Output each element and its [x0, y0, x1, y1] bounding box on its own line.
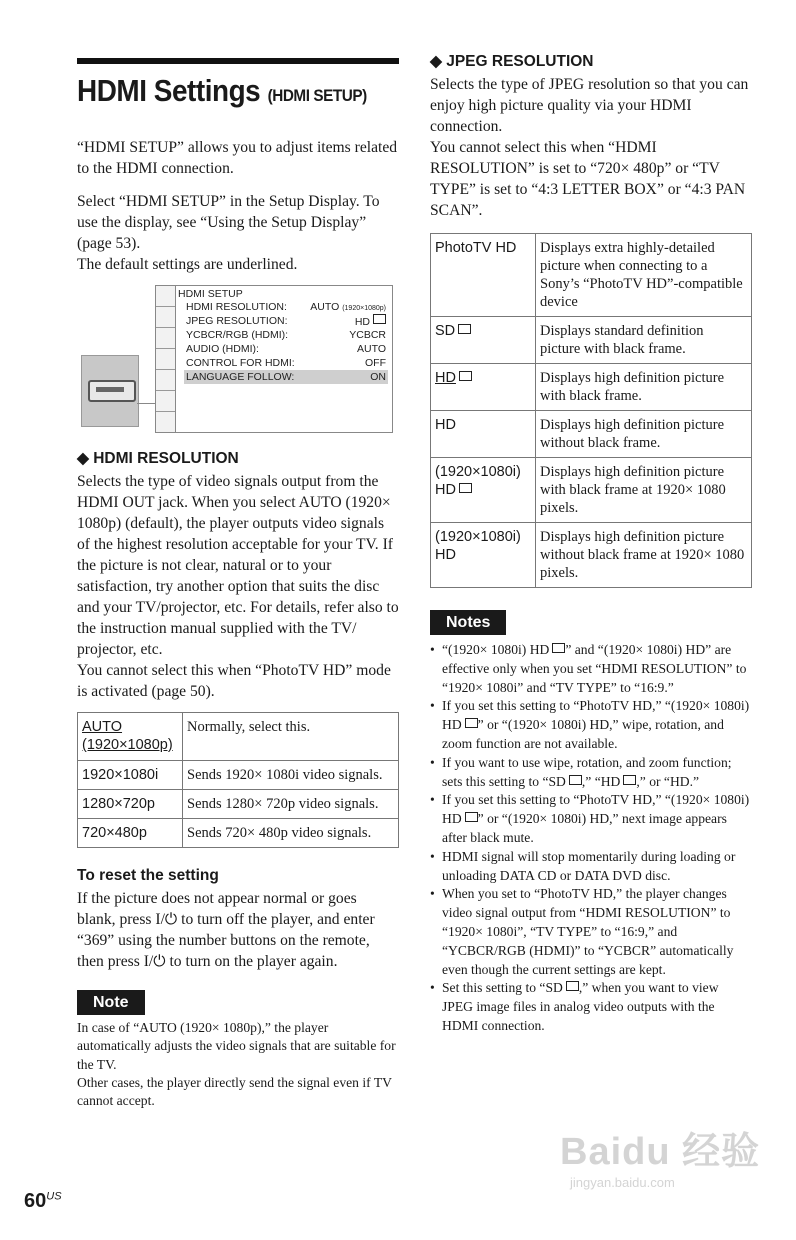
table-desc: Sends 720× 480p video signals.	[183, 819, 399, 848]
list-item: • If you want to use wipe, rotation, and zoom function; sets this setting to “SD ,” “HD ,” or “HD.”	[430, 754, 752, 792]
table-key: AUTO (1920×1080p)	[78, 713, 183, 761]
table-row	[431, 364, 752, 411]
title-rule	[77, 58, 399, 64]
hdmi-setup-icon	[81, 355, 139, 427]
setup-screen	[175, 285, 393, 433]
table-row	[78, 790, 399, 819]
reset-heading: To reset the setting	[77, 867, 219, 884]
left-column	[77, 58, 399, 1110]
table-desc: Sends 1280× 720p video signals.	[183, 790, 399, 819]
table-key: PhotoTV HD	[431, 234, 536, 317]
list-item: • Set this setting to “SD ,” when you want to view JPEG image files in analog video outputs with the HDMI connection.	[430, 979, 752, 1035]
table-key: SD	[431, 317, 536, 364]
jpeg-resolution-p1: Selects the type of JPEG resolution so that you can enjoy high picture quality via your HDMI connection.	[430, 76, 749, 135]
note-p2: Other cases, the player directly send the signal even if TV cannot accept.	[77, 1074, 392, 1109]
page-title-sub: (HDMI SETUP)	[267, 86, 367, 105]
frame-icon	[623, 775, 636, 785]
setup-screen-title: HDMI SETUP	[178, 288, 243, 300]
note-p1: In case of “AUTO (1920× 1080p),” the player automatically adjusts the video signals that are suitable for the TV.	[77, 1020, 396, 1072]
frame-icon	[458, 324, 471, 334]
frame-icon	[566, 981, 579, 991]
setup-row: CONTROL FOR HDMI: OFF	[186, 357, 386, 369]
table-row	[431, 317, 752, 364]
frame-icon	[459, 483, 472, 493]
table-row	[78, 819, 399, 848]
frame-icon	[569, 775, 582, 785]
setup-row: JPEG RESOLUTION: HD	[184, 314, 388, 328]
list-item: • If you set this setting to “PhotoTV HD,” “(1920× 1080i) HD ” or “(1920× 1080i) HD,” next image appears after black mute.	[430, 791, 752, 847]
note-label: Note	[77, 990, 145, 1015]
table-row	[78, 761, 399, 790]
jpeg-resolution-p2: You cannot select this when “HDMI RESOLUTION” is set to “720× 480p” or “TV TYPE” is set to “4:3 LETTER BOX” or “4:3 PAN SCAN”.	[430, 139, 746, 219]
right-column	[430, 52, 752, 1036]
jpeg-resolution-heading: ◆ JPEG RESOLUTION	[430, 53, 594, 70]
table-desc: Normally, select this.	[183, 713, 399, 761]
table-desc: Displays high definition picture without black frame at 1920× 1080 pixels.	[536, 523, 752, 588]
table-row	[431, 234, 752, 317]
table-key: 720×480p	[78, 819, 183, 848]
intro-p3: The default settings are underlined.	[77, 256, 298, 273]
frame-icon	[465, 718, 478, 728]
frame-icon	[465, 812, 478, 822]
setup-row: HDMI RESOLUTION: AUTO (1920×1080p)	[186, 301, 386, 313]
intro-p2: Select “HDMI SETUP” in the Setup Display. To use the display, see “Using the Setup Display” (page 53).	[77, 193, 380, 252]
list-item: • When you set to “PhotoTV HD,” the player changes video signal output from “HDMI RESOLUTION” to “1920× 1080i”, “TV TYPE” to “16:9,” and “YCBCR/RGB (HDMI)” to “YCBCR” automatically even though the current settings are kept.	[430, 885, 752, 979]
hdmi-resolution-heading: ◆ HDMI RESOLUTION	[77, 450, 239, 467]
setup-menu-icons	[155, 285, 177, 433]
table-row	[431, 523, 752, 588]
table-desc: Displays standard definition picture with black frame.	[536, 317, 752, 364]
table-desc: Displays extra highly-detailed picture when connecting to a Sony’s “PhotoTV HD”-compatible device	[536, 234, 752, 317]
reset-text: If the picture does not appear normal or goes blank, press I/⏻ to turn off the player, and enter “369” using the number buttons on the remote, then press I/⏻ to turn on the player again.	[77, 890, 375, 970]
setup-display-figure	[81, 285, 397, 435]
notes-label: Notes	[430, 610, 506, 635]
list-item: • If you set this setting to “PhotoTV HD,” “(1920× 1080i) HD ” or “(1920× 1080i) HD,” wipe, rotation, and zoom function are not available.	[430, 697, 752, 753]
page-number: $60^{US}$	[24, 1190, 62, 1212]
list-item: • “(1920× 1080i) HD ” and “(1920× 1080i) HD” are effective only when you set “HDMI RESOLUTION” to “1920× 1080i” and “TV TYPE” to “16:9.”	[430, 641, 752, 697]
list-item: • HDMI signal will stop momentarily during loading or unloading DATA CD or DATA DVD disc.	[430, 848, 752, 886]
table-desc: Displays high definition picture without black frame.	[536, 411, 752, 458]
frame-icon	[459, 371, 472, 381]
table-key: 1920×1080i	[78, 761, 183, 790]
notes-list	[430, 641, 752, 1036]
watermark-sub: jingyan.baidu.com	[570, 1175, 675, 1190]
table-key: (1920×1080i) HD	[431, 523, 536, 588]
table-row	[431, 458, 752, 523]
hdmi-resolution-table	[77, 712, 399, 848]
table-desc: Sends 1920× 1080i video signals.	[183, 761, 399, 790]
setup-row-selected: LANGUAGE FOLLOW: ON	[186, 371, 386, 383]
frame-icon	[373, 314, 386, 324]
watermark-main: Baidu 经验	[560, 1131, 761, 1173]
hdmi-resolution-p1: Selects the type of video signals output from the HDMI OUT jack. When you select AUTO (1920× 1080p) (default), the player outputs video signals of the highest resolution acceptable for your TV. If the picture is not clear, natural or to your satisfaction, try another option that suits the disc and your TV/projector, etc. For details, refer also to the instruction manual supplied with the TV/ projector, etc.	[77, 473, 399, 658]
setup-row: YCBCR/RGB (HDMI): YCBCR	[186, 329, 386, 341]
setup-row: AUDIO (HDMI): AUTO	[186, 343, 386, 355]
frame-icon	[552, 643, 565, 653]
table-row	[78, 713, 399, 761]
table-key: HD	[431, 364, 536, 411]
jpeg-resolution-table	[430, 233, 752, 588]
watermark	[560, 1120, 760, 1190]
page-title	[77, 70, 367, 117]
note-text	[77, 1019, 399, 1110]
intro-p1: “HDMI SETUP” allows you to adjust items related to the HDMI connection.	[77, 139, 398, 177]
hdmi-resolution-p2: You cannot select this when “PhotoTV HD” mode is activated (page 50).	[77, 662, 391, 700]
table-desc: Displays high definition picture with black frame at 1920× 1080 pixels.	[536, 458, 752, 523]
table-key: HD	[431, 411, 536, 458]
page-title-text: HDMI Settings	[77, 73, 261, 108]
table-key: (1920×1080i) HD	[431, 458, 536, 523]
table-key: 1280×720p	[78, 790, 183, 819]
table-row	[431, 411, 752, 458]
table-desc: Displays high definition picture with black frame.	[536, 364, 752, 411]
